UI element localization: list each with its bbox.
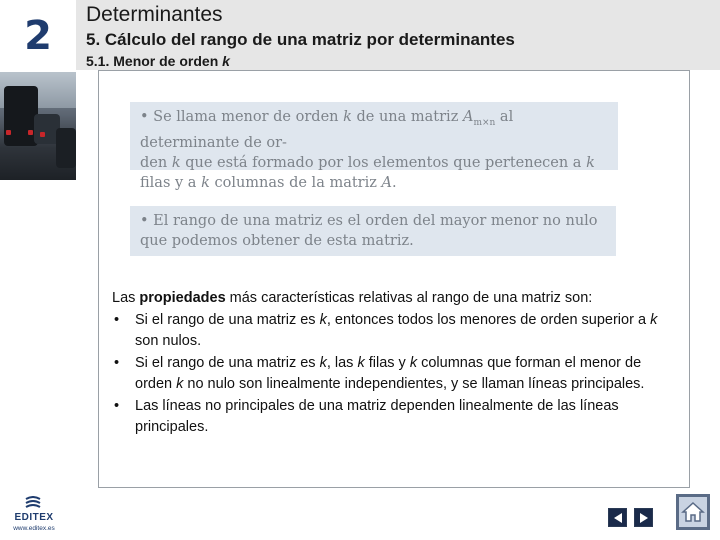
properties-list xyxy=(112,310,682,439)
subsection-variable: k xyxy=(222,53,230,69)
photo-taillight xyxy=(40,132,45,137)
list-item xyxy=(112,353,682,396)
prop-var: k xyxy=(319,354,327,371)
bullet: • xyxy=(114,397,120,414)
next-button[interactable] xyxy=(634,508,653,527)
prop-text: no nulo son linealmente independientes, y se llaman líneas principales. xyxy=(183,376,645,392)
prop-var: k xyxy=(357,354,365,371)
def-text: al determinante de or- xyxy=(140,109,514,151)
def-var: A xyxy=(381,174,392,191)
prop-text: filas y xyxy=(364,354,410,371)
subsection-prefix: 5.1. Menor de orden xyxy=(86,53,223,69)
editex-logo xyxy=(6,496,62,536)
subsection-title xyxy=(86,53,230,69)
traffic-photo xyxy=(0,72,76,180)
previous-button[interactable] xyxy=(608,508,627,527)
intro-prefix: Las xyxy=(112,290,140,306)
section-title: 5. Cálculo del rango de una matriz por determinantes xyxy=(86,30,515,49)
editex-logo-mark-icon xyxy=(24,496,42,510)
page-title: Determinantes xyxy=(86,3,223,26)
prop-text: son nulos. xyxy=(135,333,202,349)
list-item xyxy=(112,310,682,353)
prop-text: Las líneas no principales de una matriz dependen linealmente de las líneas principales. xyxy=(135,397,619,435)
def-var: k xyxy=(586,154,595,171)
list-item xyxy=(112,396,682,439)
def-var: A xyxy=(462,109,474,125)
prop-text: columnas que forman el menor de orden xyxy=(135,354,642,392)
triangle-right-icon xyxy=(638,512,650,524)
intro-bold: propiedades xyxy=(139,290,226,306)
bullet: • xyxy=(114,354,120,371)
photo-taillight xyxy=(6,130,11,135)
definition-minor-box xyxy=(130,102,618,191)
properties-intro xyxy=(112,288,682,310)
intro-suffix: más características relativas al rango de una matriz son: xyxy=(225,290,593,306)
def-var: k xyxy=(171,154,181,171)
definition-rank-box xyxy=(130,206,616,256)
prop-var: k xyxy=(319,311,327,328)
prop-var: k xyxy=(409,354,418,371)
def-var: k xyxy=(201,174,210,191)
def-subscript: m×n xyxy=(473,117,496,128)
def-text: de una matriz xyxy=(351,109,463,125)
prop-var: k xyxy=(650,311,658,328)
prop-text: , las xyxy=(326,354,358,371)
def-text: . xyxy=(391,174,397,191)
prop-text: Si el rango de una matriz es xyxy=(135,311,320,328)
photo-car xyxy=(4,86,38,146)
def-var: k xyxy=(343,109,352,125)
prop-text: , entonces todos los menores de orden superior a xyxy=(326,311,651,328)
photo-taillight xyxy=(28,130,33,135)
def-rank-text: • El rango de una matriz es el orden del mayor menor no nulo que podemos obtener de esta matriz. xyxy=(140,213,598,249)
def-text: que está formado por los elementos que pertenecen a xyxy=(180,154,587,171)
def-text: den xyxy=(140,154,172,171)
prop-text: Si el rango de una matriz es xyxy=(135,354,320,371)
def-text: columnas de la matriz xyxy=(209,174,382,191)
def-text: filas y a xyxy=(140,174,202,191)
properties-block xyxy=(112,288,682,439)
triangle-left-icon xyxy=(612,512,624,524)
home-icon xyxy=(681,500,705,524)
photo-car xyxy=(56,128,76,168)
home-button[interactable] xyxy=(676,494,710,530)
bullet: • xyxy=(114,311,120,328)
chapter-number: 2 xyxy=(0,0,76,72)
logo-url-text: www.editex.es xyxy=(13,525,55,532)
def-text: • Se llama menor de orden xyxy=(140,109,344,125)
logo-brand-text: EDITEX xyxy=(14,512,54,523)
prop-var: k xyxy=(176,376,184,392)
